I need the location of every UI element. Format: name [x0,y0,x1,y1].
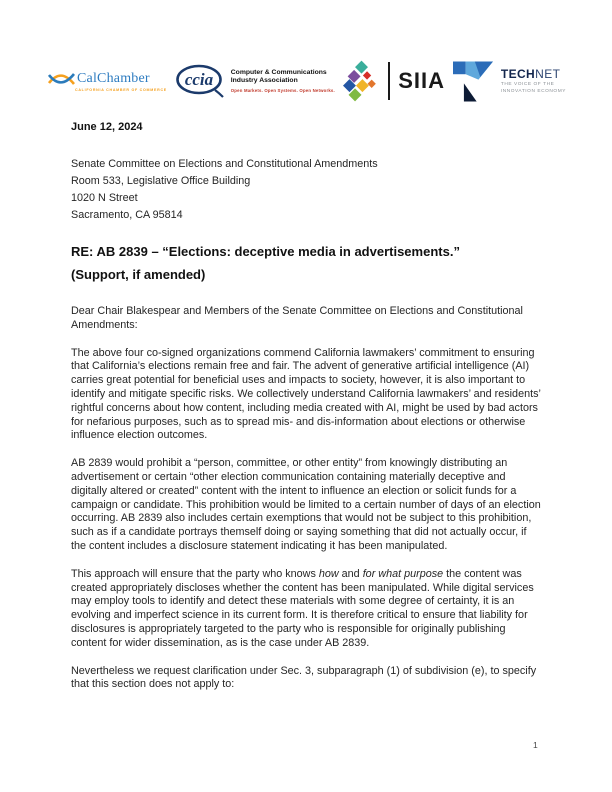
technet-wordmark-net: NET [535,66,561,81]
recipient-address-block [71,156,542,224]
subject-line-1: RE: AB 2839 – “Elections: deceptive media in advertisements.” [71,244,460,259]
subject-line-2: (Support, if amended) [71,266,206,282]
paragraph-3-italic-how: how [318,567,339,580]
letter-date: June 12, 2024 [71,121,143,133]
technet-text-block [501,68,566,95]
body-paragraph-3 [71,568,542,651]
letter-content [71,121,542,703]
siia-logo [343,58,445,104]
technet-logo [453,60,566,103]
ccia-abbr: ccia [184,70,213,89]
ccia-logo [175,62,335,100]
letterhead-logos [48,58,566,104]
address-line-2: Room 533, Legislative Office Building [71,175,251,187]
body-paragraph-1: The above four co-signed organizations commend California lawmakers’ commitment to ensuring that California’s elections remain free and fair. The advent of generative artificial intelligence (AI) carries great potential for beneficial uses and impacts to society, however, it is also important to identify and mitigate specific risks. We collectively understand California lawmakers’ and residents’ rightful concerns about how content, including media created with AI, might be used by bad actors for nefarious purposes, such as to spread mis- and dis-information about elections or otherwise influence election outcomes. [71,346,541,442]
paragraph-3-segment: the content was created appropriately discloses whether the content has been manipulated. While digital services may employ tools to identify and detect these materials with some degree of certainty, it is an evolving and imperfect science in its current form. It is therefore critical to ensure that liability for disclosures is appropriately targeted to the party who is responsible for originally publishing content for wider dissemination, as is the case under AB 2839. [71,567,534,649]
ccia-name-line1: Computer & Communications [230,69,327,76]
technet-wordmark [501,68,566,81]
calchamber-logo [48,71,167,92]
technet-tagline-line1: THE VOICE OF THE [500,81,555,87]
siia-divider [388,62,391,100]
siia-diamonds-icon [343,58,380,104]
siia-wordmark: SIIA [398,68,446,93]
salutation: Dear Chair Blakespear and Members of the Senate Committee on Elections and Constitutional Amendments: [71,305,523,331]
body-paragraph-2: AB 2839 would prohibit a “person, committee, or other entity” from knowingly distributing an advertisement or certain “other election communication containing materially deceptive and digitally altered or created” content with the intent to influence an election or solicit funds for a campaign or candidate. This prohibition would be limited to a certain number of days of an election occurring. AB 2839 also includes certain exemptions that would not be subject to this prohibition, such as if a candidate portrays themself doing or saying something that did not actually occur, if the content includes a disclosure statement indicating it has been manipulated. [71,457,541,552]
address-line-4: Sacramento, CA 95814 [71,209,183,221]
address-line-3: 1020 N Street [71,192,138,204]
calchamber-swoosh-icon [48,72,75,86]
address-line-1: Senate Committee on Elections and Constitutional Amendments [71,158,378,170]
technet-tagline-line2: INNOVATION ECONOMY [500,88,566,94]
ccia-text-block [231,69,335,93]
technet-wordmark-tech: TECH [500,66,536,81]
ccia-tagline: Open Markets. Open Systems. Open Networks. [230,88,335,93]
ccia-oval-icon [175,62,225,100]
body-paragraph-4: Nevertheless we request clarification under Sec. 3, subparagraph (1) of subdivision (e), to specify that this section does not apply to: [71,664,537,691]
calchamber-logo-top [48,71,150,87]
page-number: 1 [533,740,538,750]
paragraph-3-italic-purpose: for what purpose [362,567,444,580]
ccia-name-line2: Industry Association [230,77,298,84]
subject-line [71,241,542,286]
paragraph-3-segment: and [338,567,363,580]
technet-t-icon [453,60,493,103]
calchamber-wordmark: CalChamber [77,70,150,86]
paragraph-3-segment: This approach will ensure that the party who knows [71,567,319,580]
calchamber-tagline: CALIFORNIA CHAMBER OF COMMERCE [75,87,167,92]
